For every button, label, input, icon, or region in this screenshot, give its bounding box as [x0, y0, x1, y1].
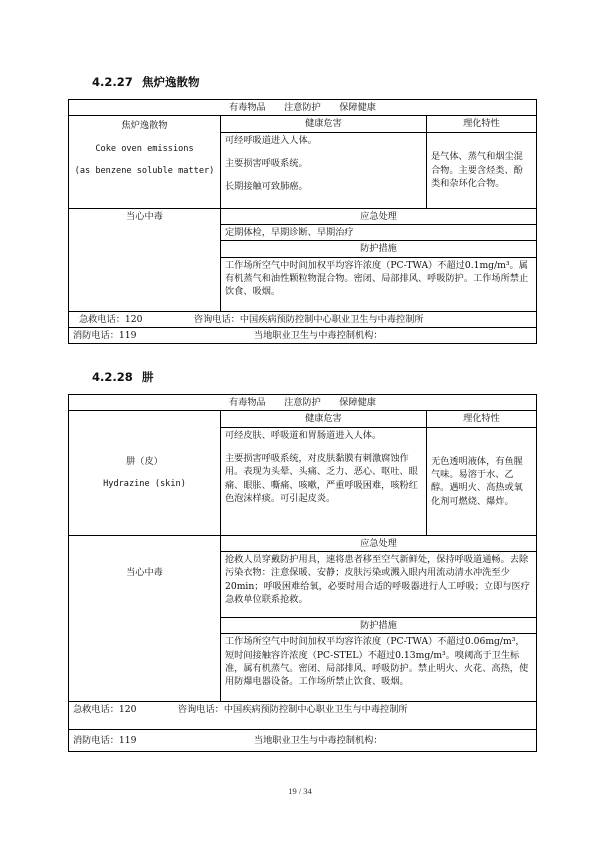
consult-phone: 咨询电话：中国疾病预防控制中心职业卫生与中毒控制所	[177, 704, 408, 716]
fire-phone: 消防电话：119	[73, 330, 137, 342]
substance-name-note: (as benzene soluble matter)	[74, 166, 215, 177]
health-line: 可经呼吸道进入人体。	[225, 134, 317, 146]
health-hazard-header: 健康危害	[221, 116, 427, 132]
emergency-header: 应急处理	[221, 535, 537, 551]
emergency-text: 定期体检，早期诊断、早期治疗	[221, 225, 537, 241]
properties-header: 理化特性	[427, 411, 537, 427]
section-heading-4-2-27	[92, 74, 200, 90]
emergency-header: 应急处理	[221, 208, 537, 224]
phone-row	[69, 311, 537, 327]
health-hazard-text	[221, 132, 427, 208]
properties-header: 理化特性	[427, 116, 537, 132]
properties-text: 无色透明液体，有鱼腥气味。易溶于水、乙醇。遇明火、高热或氧化剂可燃烧、爆炸。	[427, 427, 537, 535]
substance-name-cn: 肼（皮）	[126, 456, 163, 468]
caution-cell: 当心中毒	[69, 208, 221, 311]
health-line: 长期接触可致肺癌。	[225, 181, 308, 193]
page-number: 19 / 34	[288, 786, 312, 796]
caution-label: 当心中毒	[126, 566, 163, 578]
section-heading-4-2-28	[92, 369, 154, 385]
substance-name-en: Coke oven emissions	[95, 143, 194, 154]
substance-name-cell	[69, 411, 221, 535]
health-line: 可经皮肤、呼吸道和胃肠道进入人体。	[225, 429, 382, 441]
properties-text: 是气体、蒸气和烟尘混合物。主要含烃类、酚类和杂环化合物。	[427, 132, 537, 208]
section-title: 焦炉逸散物	[142, 75, 200, 89]
protection-text: 工作场所空气中时间加权平均容许浓度（PC-TWA）不超过0.06mg/m³，短时间接触容许浓度（PC-STEL）不超过0.13mg/m³。嗅阈高于卫生标准，属有机蒸气。密闭、局部排风、呼吸防护。禁止明火、火花、高热，使用防爆电器设备。工作场所禁止饮食、吸烟。	[221, 634, 537, 702]
local-agency: 当地职业卫生与中毒控制机构：	[253, 330, 383, 342]
substance-name-en: Hydrazine (skin)	[103, 479, 186, 490]
health-line: 主要损害呼吸系统，对皮肤黏膜有刺激腐蚀作用。表现为头晕、头痛、乏力、恶心、呕吐、眼痛、眼胀、嘶痛、咳嗽，严重呼吸困难，咳粉红色泡沫样痰。可引起皮炎。	[225, 453, 418, 505]
first-aid-phone: 急救电话：120	[73, 704, 137, 716]
health-hazard-text	[221, 427, 427, 535]
health-line: 主要损害呼吸系统。	[225, 158, 308, 170]
consult-phone: 咨询电话：中国疾病预防控制中心职业卫生与中毒控制所	[193, 313, 424, 325]
protection-text: 工作场所空气中时间加权平均容许浓度（PC-TWA）不超过0.1mg/m³。属有机蒸气和油性颗粒物混合物。密闭、局部排风、呼吸防护。工作场所禁止饮食、吸烟。	[221, 257, 537, 311]
card-header: 有毒物品 注意防护 保障健康	[69, 100, 537, 116]
protection-header: 防护措施	[221, 241, 537, 257]
phone-row	[69, 702, 537, 730]
protection-header: 防护措施	[221, 618, 537, 634]
health-hazard-header: 健康危害	[221, 411, 427, 427]
section-number: 4.2.27	[92, 75, 133, 89]
substance-name-cell	[69, 116, 221, 208]
section-number: 4.2.28	[92, 370, 133, 384]
local-agency: 当地职业卫生与中毒控制机构：	[253, 735, 383, 747]
substance-name-cn: 焦炉逸散物	[121, 120, 168, 132]
emergency-text: 抢救人员穿戴防护用具，速将患者移至空气新鲜处，保持呼吸道通畅。去除污染衣物：注意保暖、安静；皮肤污染或溅入眼内用流动清水冲洗至少20min；呼吸困难给氧，必要时用合适的呼吸器进行人工呼吸；立即与医疗急救单位联系抢救。	[221, 552, 537, 618]
fire-row	[69, 328, 537, 344]
hazard-card-hydrazine	[68, 394, 537, 752]
fire-phone: 消防电话：119	[73, 735, 137, 747]
section-title: 肼	[142, 370, 154, 384]
first-aid-phone: 急救电话：120	[79, 313, 143, 325]
card-header: 有毒物品 注意防护 保障健康	[69, 395, 537, 411]
hazard-card-coke-oven	[68, 99, 537, 344]
fire-row	[69, 730, 537, 752]
caution-cell	[69, 535, 221, 702]
